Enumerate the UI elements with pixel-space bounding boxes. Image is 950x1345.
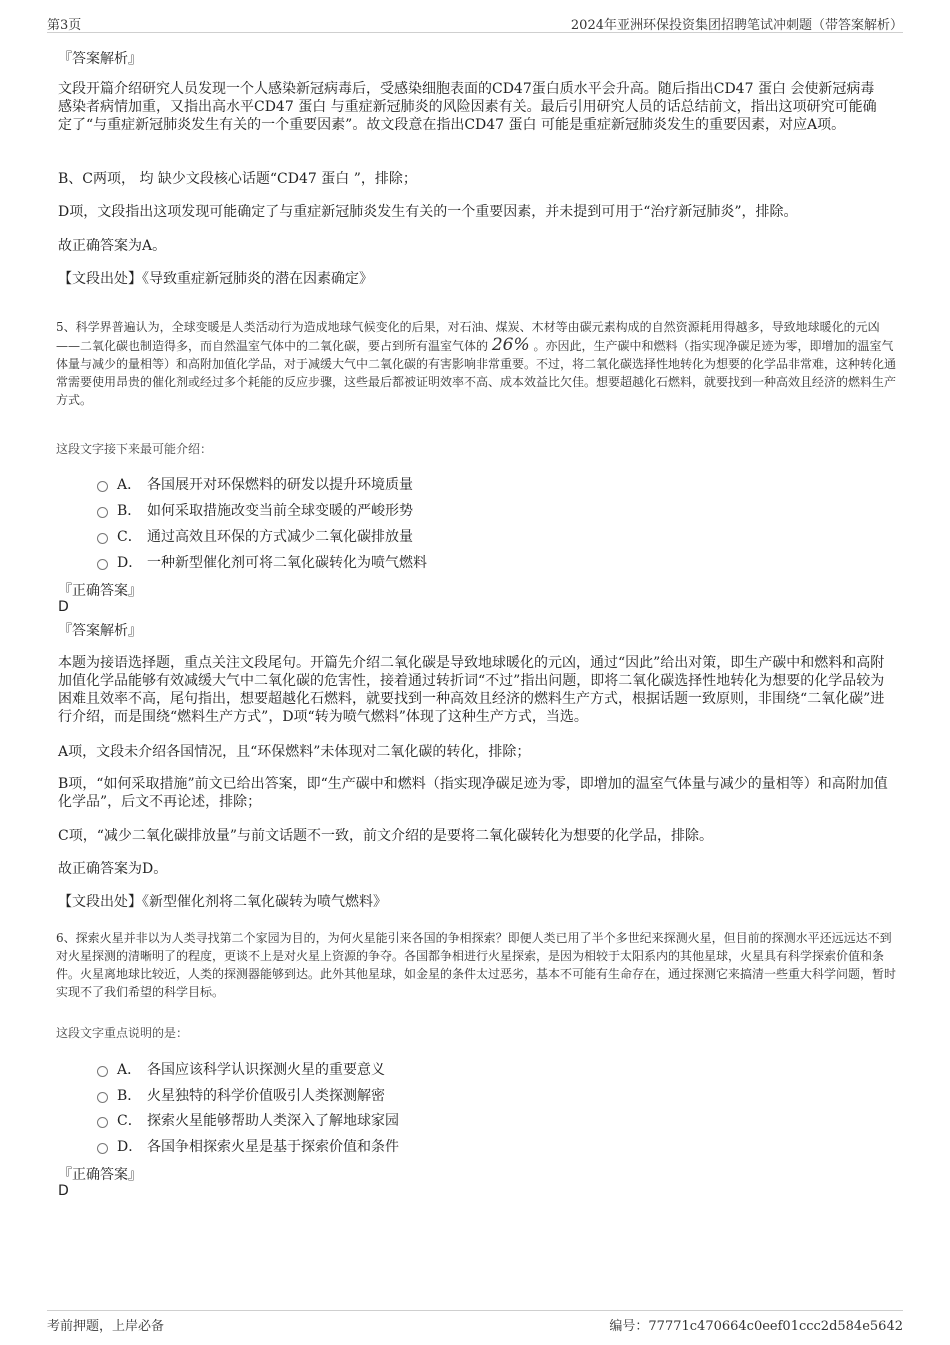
radio-icon[interactable] [97,533,108,544]
q5-stem [56,318,896,409]
option-key: B． [117,1088,142,1104]
footer-slogan: 考前押题，上岸必备 [47,1319,165,1334]
q4-analysis-text-1: 文段开篇介绍研究人员发现一个人感染新冠病毒后，受感染细胞表面的CD47蛋白质水平会升高。随后指出CD47 蛋白 会使新冠病毒感染者病情加重，又指出高水平CD47 蛋白 与重症新冠肺炎的风险因素有关。最后引用研究人员的话总结前文，指出这项研究可能确定了“与重症新冠肺炎发生有关的一个重要因素”。故文段意在指出CD47 蛋白 可能是重症新冠肺炎发生的重要因素，对应A项。 [58,81,877,133]
q5-percentage: 26% [491,335,530,355]
option-text: 通过高效且环保的方式减少二氧化碳排放量 [147,529,413,545]
option-key: C． [117,1113,142,1129]
q6-option-c[interactable] [97,1110,399,1130]
page-header [47,14,903,33]
option-key: B． [117,503,142,519]
q6-option-d[interactable] [97,1136,399,1156]
q6-prompt: 这段文字重点说明的是： [56,1026,189,1040]
q4-analysis-p3 [58,203,888,221]
q5-stem-part-b: 。亦因此，生产碳中和燃料（指实现净碳足迹为零，即增加的温室气体量与减少的量相等）和高附加值化学品，对于减缓大气中二氧化碳的有害影响非常重要。不过，将二氧化碳选择性地转化为想要的化学品非常难，这种转化通常需要使用昂贵的催化剂或经过多个耗能的反应步骤，这些最后都被证明效率不高、成本效益比欠佳。想要超越化石燃料，就要找到一种高效且经济的燃料生产方式。 [56,339,897,407]
page-number: 第3页 [47,18,82,33]
q6-correct-label: 『正确答案』 [58,1167,142,1183]
q5-source [58,893,888,911]
q6-stem-text: 6、探索火星并非以为人类寻找第二个家园为目的，为何火星能引来各国的争相探索？即便人类已用了半个多世纪来探测火星，但目前的探测水平还远远达不到对火星探测的清晰明了的程度，更谈不上是对火星上资源的争夺。各国都争相进行火星探索，是因为相较于太阳系内的其他星球，火星具有科学探索价值和条件。火星离地球比较近，人类的探测器能够到达。此外其他星球，如金星的条件太过恶劣，基本不可能有生命存在，通过探测它来搞清一些重大科学问题，暂时实现不了我们希望的科学目标。 [56,931,897,999]
q5-source-text: 【文段出处】《新型催化剂将二氧化碳转为喷气燃料》 [58,894,387,910]
document-title: 2024年亚洲环保投资集团招聘笔试冲刺题（带答案解析） [570,18,903,33]
page-footer [47,1310,903,1334]
option-text: 如何采取措施改变当前全球变暖的严峻形势 [147,503,413,519]
q6-option-a[interactable] [97,1059,385,1079]
q5-analysis-label: 『答案解析』 [58,623,142,639]
q5-analysis-p4 [58,827,888,845]
q4-source-text: 【文段出处】《导致重症新冠肺炎的潜在因素确定》 [58,271,373,287]
radio-icon[interactable] [97,559,108,570]
radio-icon[interactable] [97,1066,108,1077]
option-text: 探索火星能够帮助人类深入了解地球家园 [147,1113,399,1129]
radio-icon[interactable] [97,481,108,492]
q5-analysis-p2 [58,743,888,761]
q5-analysis-p1 [58,654,888,726]
q6-stem [56,929,896,1001]
option-key: C． [117,529,142,545]
option-text: 各国争相探索火星是基于探索价值和条件 [147,1139,399,1155]
q5-analysis-text-1: 本题为接语选择题，重点关注文段尾句。开篇先介绍二氧化碳是导致地球暖化的元凶，通过“因此”给出对策，即生产碳中和燃料和高附加值化学品能够有效减缓大气中二氧化碳的危害性，接着通过转折词“不过”指出问题，即将二氧化碳选择性地转化为想要的化学品较为困难且效率不高，尾句指出，想要超越化石燃料，就要找到一种高效且经济的燃料生产方式，根据话题一致原则，非围绕“二氧化碳”进行介绍，而是围绕“燃料生产方式”，D项“转为喷气燃料”体现了这种生产方式，当选。 [58,655,885,725]
option-key: D． [117,1139,143,1155]
q5-prompt: 这段文字接下来最可能介绍： [56,442,213,456]
q6-option-b[interactable] [97,1085,385,1105]
q4-analysis-p1 [58,80,888,134]
q4-answer-summary: 故正确答案为A。 [58,238,167,254]
q5-option-c[interactable] [97,526,413,546]
q4-analysis-p4 [58,237,888,255]
q5-option-a[interactable] [97,474,413,494]
radio-icon[interactable] [97,1143,108,1154]
q5-analysis-p3 [58,775,888,811]
q4-analysis-label: 『答案解析』 [58,51,142,67]
q5-analysis-text-3: B项，“如何采取措施”前文已给出答案，即“生产碳中和燃料（指实现净碳足迹为零，即增加的温室气体量与减少的量相等）和高附加值化学品”，后文不再论述，排除； [58,776,888,810]
option-key: A． [117,1062,142,1078]
q5-option-d[interactable] [97,552,427,572]
option-text: 火星独特的科学价值吸引人类探测解密 [147,1088,385,1104]
q4-analysis-p2 [58,170,888,188]
q5-stem-part-a: 5、科学界普遍认为，全球变暖是人类活动行为造成地球气候变化的后果，对石油、煤炭、木材等由碳元素构成的自然资源耗用得越多，导致地球暖化的元凶——二氧化碳也制造得多，而自然温室气体中的二氧化碳，要占到所有温室气体的 [56,320,880,353]
option-text: 各国展开对环保燃料的研发以提升环境质量 [147,477,413,493]
q5-analysis-p5 [58,860,888,878]
q5-option-b[interactable] [97,500,413,520]
q5-answer: D [58,599,69,615]
option-text: 各国应该科学认识探测火星的重要意义 [147,1062,385,1078]
q4-source [58,270,888,288]
q5-analysis-text-2: A项，文段未介绍各国情况，且“环保燃料”未体现对二氧化碳的转化，排除； [58,744,531,760]
q4-analysis-text-3: D项，文段指出这项发现可能确定了与重症新冠肺炎发生有关的一个重要因素，并未提到可用于“治疗新冠肺炎”，排除。 [58,204,798,220]
radio-icon[interactable] [97,1092,108,1103]
radio-icon[interactable] [97,507,108,518]
q6-answer: D [58,1183,69,1199]
document-id: 编号：77771c470664c0eef01ccc2d584e5642 [609,1319,903,1334]
q5-analysis-text-4: C项，“减少二氧化碳排放量”与前文话题不一致，前文介绍的是要将二氧化碳转化为想要的化学品，排除。 [58,828,714,844]
q5-answer-summary: 故正确答案为D。 [58,861,168,877]
option-text: 一种新型催化剂可将二氧化碳转化为喷气燃料 [147,555,427,571]
radio-icon[interactable] [97,1117,108,1128]
option-key: D． [117,555,143,571]
option-key: A． [117,477,142,493]
q5-correct-label: 『正确答案』 [58,583,142,599]
q4-analysis-text-2: B、C两项， 均 缺少文段核心话题“CD47 蛋白 ”，排除； [58,171,417,187]
